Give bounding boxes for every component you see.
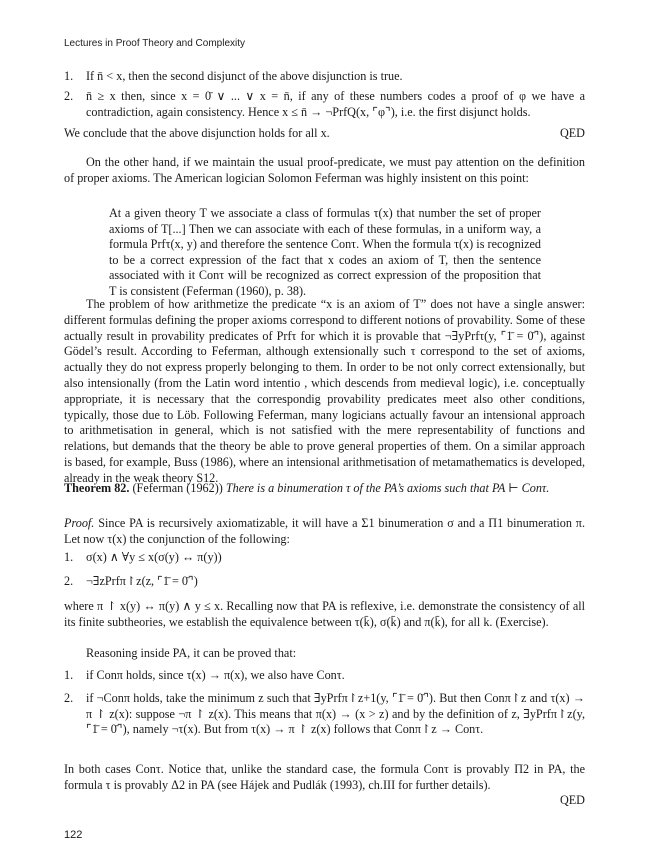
list-number: 2. [64, 690, 74, 705]
list-item [64, 89, 585, 121]
qed-mark: QED [559, 126, 585, 140]
page-number: 122 [64, 829, 83, 841]
top-list [64, 69, 585, 120]
list-number: 1. [64, 69, 74, 83]
paragraph-feferman-intro: On the other hand, if we maintain the usual proof-predicate, we must pay attention on the definition of proper axioms. The American logician Solomon Feferman was highly insistent on this point: [64, 155, 585, 185]
list-number: 2. [64, 88, 74, 103]
conclusion-text: We conclude that the above disjunction holds for all x. [64, 126, 330, 140]
list-text: ¬∃zPrfπ↾z(z, ⌜1̄ = 0̄⌝) [86, 573, 198, 588]
list-text: if ¬Conπ holds, take the minimum z such that ∃yPrfπ↾z+1(y, ⌜1̄ = 0̄⌝). But then Conπ↾z and τ(x) → π ↾ z(x): suppose ¬π ↾ z(x). This means that π(x) → (x > z) and by the definition of z, ∃yPrfπ↾z(y, ⌜1̄ = 0̄⌝), namely ¬τ(x). But from τ(x) → π ↾ z(x) follows that Conπ↾z → Conτ. [86, 690, 585, 737]
list-item [64, 69, 585, 85]
proof-intro-text: Since PA is recursively axiomatizable, it will have a Σ1 binumeration σ and a Π1 binumeration π. Let now τ(x) the conjunction of the following: [64, 516, 586, 546]
list-text: if Conπ holds, since τ(x) → π(x), we also have Conτ. [86, 668, 345, 682]
paragraph-both-cases: In both cases Conτ. Notice that, unlike the standard case, the formula Conτ is provably Π2 in PA, the formula τ is provably Δ2 in PA (see Hájek and Pudlák (1993), ch.III for further details). [64, 762, 585, 792]
block-quote: At a given theory T we associate a class of formulas τ(x) that number the set of proper axioms of T[...] Then we can associate with each of these formulas, in a uniform way, a formula Prfτ(x, y) and therefore the sentence Conτ. When the formula τ(x) is recognized to be a correct expression of the fact that x codes an axiom of T, then the sentence associated with it Conτ will be recognized as correct expression of the proposition that T is consistent (Feferman (1960), p. 38). [109, 206, 541, 298]
running-header: Lectures in Proof Theory and Complexity [64, 38, 246, 49]
theorem-82 [64, 481, 585, 497]
paragraph-reasoning: Reasoning inside PA, it can be proved that: [86, 646, 297, 660]
paragraph-arithmetize: The problem of how arithmetize the predicate “x is an axiom of T” does not have a single answer: different formulas defining the proper axioms correspond to different notions of provability. Some of these actually result in provability predicates of Prfτ for which it is provable that ¬∃yPrfτ(y, ⌜1̄ = 0̄⌝), against Gödel’s result. According to Feferman, although extensionally such τ correspond to the set of axioms, actually they do not express properly belonging to them. In order to be not only correct extensionally, but also intensionally (from the Latin word intentio , which descends from medieval logic), i.e. conceptually appropriate, it is necessary that the correspondig provability predicates meet also other conditions, typically, those due to Löb. Following Feferman, many logicians actually favour an intensional approach to arithmetisation in general, which is not satisfied with the mere representability of functions and relations, but demands that the theory be able to prove general properties of them. On a similar approach is based, for example, Buss (1986), where an intensional arithmetisation of metamathematics is developed, already in the weak theory S12. [64, 297, 585, 485]
reasoning-list [64, 668, 585, 738]
theorem-citation: (Feferman (1962)) [132, 481, 223, 495]
proof-intro [64, 516, 585, 548]
list-number: 1. [64, 550, 74, 564]
conclusion-line [64, 126, 585, 142]
theorem-statement: There is a binumeration τ of the PA’s axioms such that PA ⊢ Conτ. [225, 481, 550, 495]
list-number: 2. [64, 573, 74, 588]
proof-label: Proof. [64, 516, 95, 530]
theorem-label: Theorem 82. [64, 481, 130, 495]
list-text: n̄ ≥ x then, since x = 0̄ ∨ ... ∨ x = n̄, if any of these numbers codes a proof of φ we have a contradiction, again consistency. Hence x ≤ n̄ → ¬PrfQ(x, ⌜φ⌝), i.e. the first disjunct holds. [86, 88, 585, 119]
proof-list [64, 550, 585, 590]
list-text: If n̄ < x, then the second disjunct of the above disjunction is true. [86, 69, 403, 83]
qed-final: QED [559, 793, 585, 807]
list-item [64, 668, 585, 684]
list-item [64, 550, 585, 566]
list-number: 1. [64, 668, 74, 682]
paragraph-reflexive: where π ↾ x(y) ↔ π(y) ∧ y ≤ x. Recalling now that PA is reflexive, i.e. demonstrate the consistency of all its finite subtheories, we establish the equivalence between τ(k̄), σ(k̄) and π(k̄), for all k. (Exercise). [64, 599, 585, 629]
list-text: σ(x) ∧ ∀y ≤ x(σ(y) ↔ π(y)) [86, 550, 222, 564]
list-item [64, 574, 585, 590]
list-item [64, 691, 585, 738]
